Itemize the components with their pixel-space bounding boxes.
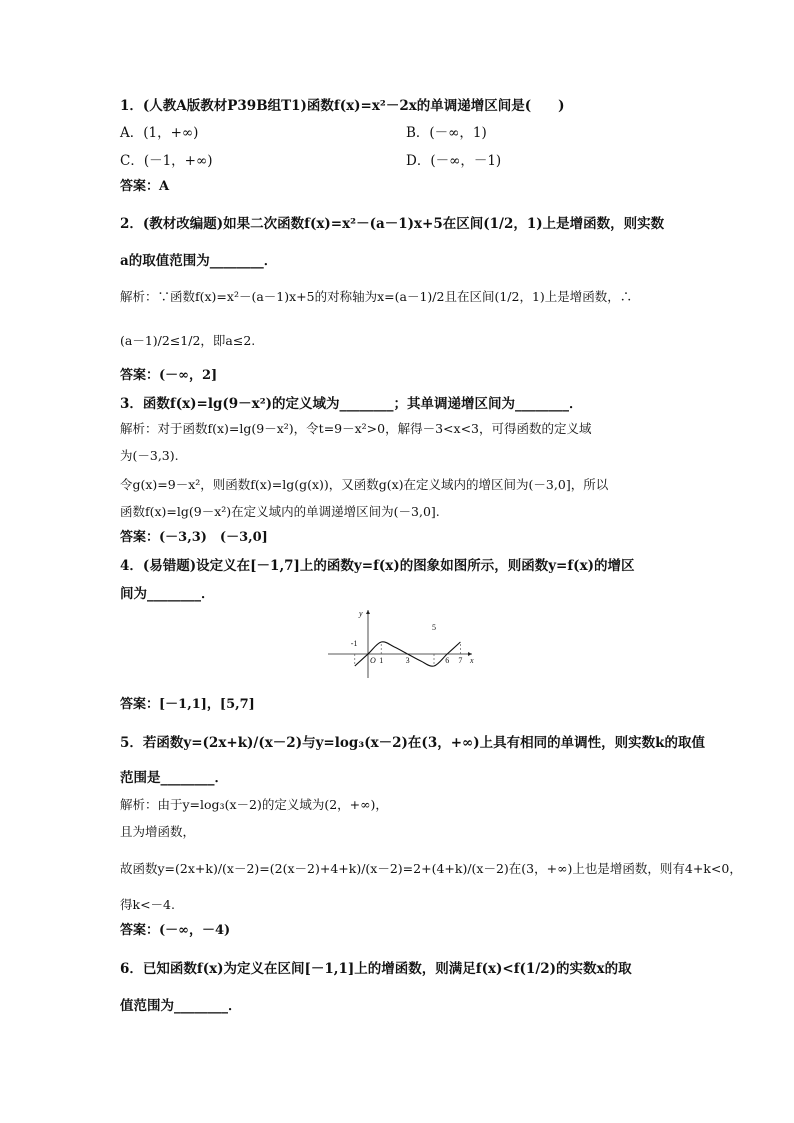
q5-stem-line2: 范围是________． <box>120 770 228 786</box>
q4-stem-line1: 4．(易错题)设定义在[－1,7]上的函数y=f(x)的图象如图所示，则函数y=f(x)的增区 <box>120 558 635 574</box>
q6-stem-line2: 值范围为________． <box>120 998 242 1014</box>
x-tick-label: -1 <box>350 639 358 648</box>
q4-stem-line2: 间为________． <box>120 586 215 602</box>
q5-solution-line1: 解析：由于y=log₃(x－2)的定义域为(2，+∞)， <box>120 797 388 812</box>
x-tick-label: 1 <box>379 656 384 665</box>
q1-option-c: C．(－1，+∞) <box>120 153 213 169</box>
q6-stem-line1: 6．已知函数f(x)为定义在区间[－1,1]上的增函数，则满足f(x)<f(1/2)的实数x的取 <box>120 961 632 977</box>
q1-option-d: D．(－∞，－1) <box>406 153 502 169</box>
q2-stem-line2: a的取值范围为________． <box>120 253 278 269</box>
q4-answer: 答案：[－1,1]，[5,7] <box>120 697 255 712</box>
q2-answer: 答案：(－∞，2] <box>120 368 218 383</box>
q3-solution-line3: 令g(x)=9－x²，则函数f(x)=lg(g(x))，又函数g(x)在定义域内的增区间为(－3,0]，所以 <box>120 477 609 492</box>
q3-solution-line2: 为(－3,3). <box>120 448 179 463</box>
x-tick-label: 3 <box>405 656 410 665</box>
y-axis-label: y <box>359 609 363 618</box>
function-graph-svg <box>326 606 476 680</box>
q5-answer: 答案：(－∞，－4) <box>120 923 231 938</box>
q2-solution-line2: (a－1)/2≤1/2，即a≤2. <box>120 333 256 348</box>
q1-stem: 1．(人教A版教材P39B组T1)函数f(x)=x²－2x的单调递增区间是( ) <box>120 98 565 114</box>
q3-answer: 答案：(－3,3) (－3,0] <box>120 530 268 545</box>
q5-solution-line2: 且为增函数， <box>120 824 196 839</box>
q1-answer: 答案：A <box>120 179 170 194</box>
q5-solution-line3: 故函数y=(2x+k)/(x－2)=(2(x－2)+4+k)/(x－2)=2+(4+k)/(x－2)在(3，+∞)上也是增函数，则有4+k<0， <box>120 861 742 876</box>
q3-solution-line1: 解析：对于函数f(x)=lg(9－x²)，令t=9－x²>0，解得－3<x<3，可得函数的定义域 <box>120 421 592 436</box>
q5-stem-line1: 5．若函数y=(2x+k)/(x－2)与y=log₃(x－2)在(3，+∞)上具有相同的单调性，则实数k的取值 <box>120 735 706 751</box>
q1-option-a: A．(1，+∞) <box>120 125 199 141</box>
x-tick-label: 7 <box>458 656 463 665</box>
origin-label: O <box>370 656 376 665</box>
q5-solution-line4: 得k<－4. <box>120 897 175 912</box>
q3-stem: 3．函数f(x)=lg(9－x²)的定义域为________；其单调递增区间为________． <box>120 396 583 412</box>
q1-option-b: B．(－∞，1) <box>406 125 487 141</box>
y-axis-arrow <box>366 610 370 614</box>
x-tick-label: 5 <box>432 623 436 632</box>
x-axis-label: x <box>470 656 474 665</box>
q2-stem-line1: 2．(教材改编题)如果二次函数f(x)=x²－(a－1)x+5在区间(1/2，1)上是增函数，则实数 <box>120 216 665 232</box>
x-tick-label: 6 <box>445 656 450 665</box>
q2-solution-line1: 解析：∵函数f(x)=x²－(a－1)x+5的对称轴为x=(a－1)/2且在区间(1/2，1)上是增函数，∴ <box>120 289 633 304</box>
function-graph <box>326 606 476 680</box>
q3-solution-line4: 函数f(x)=lg(9－x²)在定义域内的单调递增区间为(－3,0]. <box>120 504 440 519</box>
